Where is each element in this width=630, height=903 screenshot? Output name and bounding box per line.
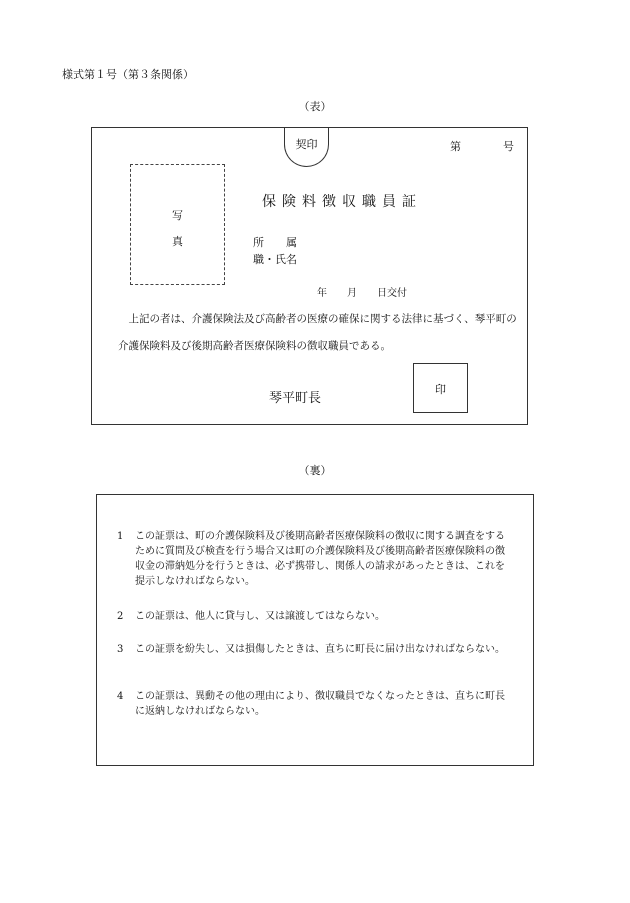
affiliation-label: 所 属 — [253, 236, 297, 249]
back-card — [96, 494, 534, 766]
note-1 — [117, 529, 513, 589]
issue-date: 年 月 日交付 — [317, 288, 407, 299]
note-4 — [117, 689, 513, 719]
photo-char-1: 写 — [172, 209, 183, 222]
statement-text: 上記の者は、介護保険法及び高齢者の医療の確保に関する法律に基づく、琴平町の介護保険料及び後期高齢者医療保険料の徴収職員である。 — [118, 313, 517, 352]
seal-tab-label: 契印 — [295, 138, 318, 151]
serial-go: 号 — [503, 140, 514, 153]
note-number: 3 — [117, 644, 124, 655]
back-side-label: （裏） — [298, 464, 332, 477]
form-number: 様式第１号（第３条関係） — [62, 68, 194, 81]
card-title: 保険料徴収職員証 — [262, 194, 422, 210]
photo-char-2: 真 — [172, 235, 183, 248]
serial-dai: 第 — [450, 140, 461, 153]
front-card — [91, 127, 528, 425]
note-text: この証票は、異動その他の理由により、徴収職員でなくなったときは、直ちに町長に返納しなければならない。 — [135, 691, 505, 717]
note-text: この証票は、他人に貸与し、又は譲渡してはならない。 — [135, 611, 385, 622]
stamp-label: 印 — [435, 383, 446, 396]
mayor-title: 琴平町長 — [269, 391, 322, 406]
photo-box — [130, 164, 225, 285]
note-number: 4 — [117, 691, 124, 702]
note-2 — [117, 609, 513, 624]
note-text: この証票を紛失し、又は損傷したときは、直ちに町長に届け出なければならない。 — [135, 644, 505, 655]
note-number: 1 — [117, 531, 124, 542]
note-3 — [117, 642, 513, 657]
seal-tab — [284, 127, 329, 167]
name-label: 職・氏名 — [253, 253, 297, 266]
note-text: この証票は、町の介護保険料及び後期高齢者医療保険料の徴収に関する調査をするために質問及び検査を行う場合又は町の介護保険料及び後期高齢者医療保険料の徴収金の滞納処分を行うときは、必ず携帯し、関係人の請求があったときは、これを提示しなければならない。 — [135, 531, 505, 587]
front-side-label: （表） — [298, 100, 332, 113]
note-number: 2 — [117, 611, 124, 622]
stamp-box — [413, 363, 468, 413]
